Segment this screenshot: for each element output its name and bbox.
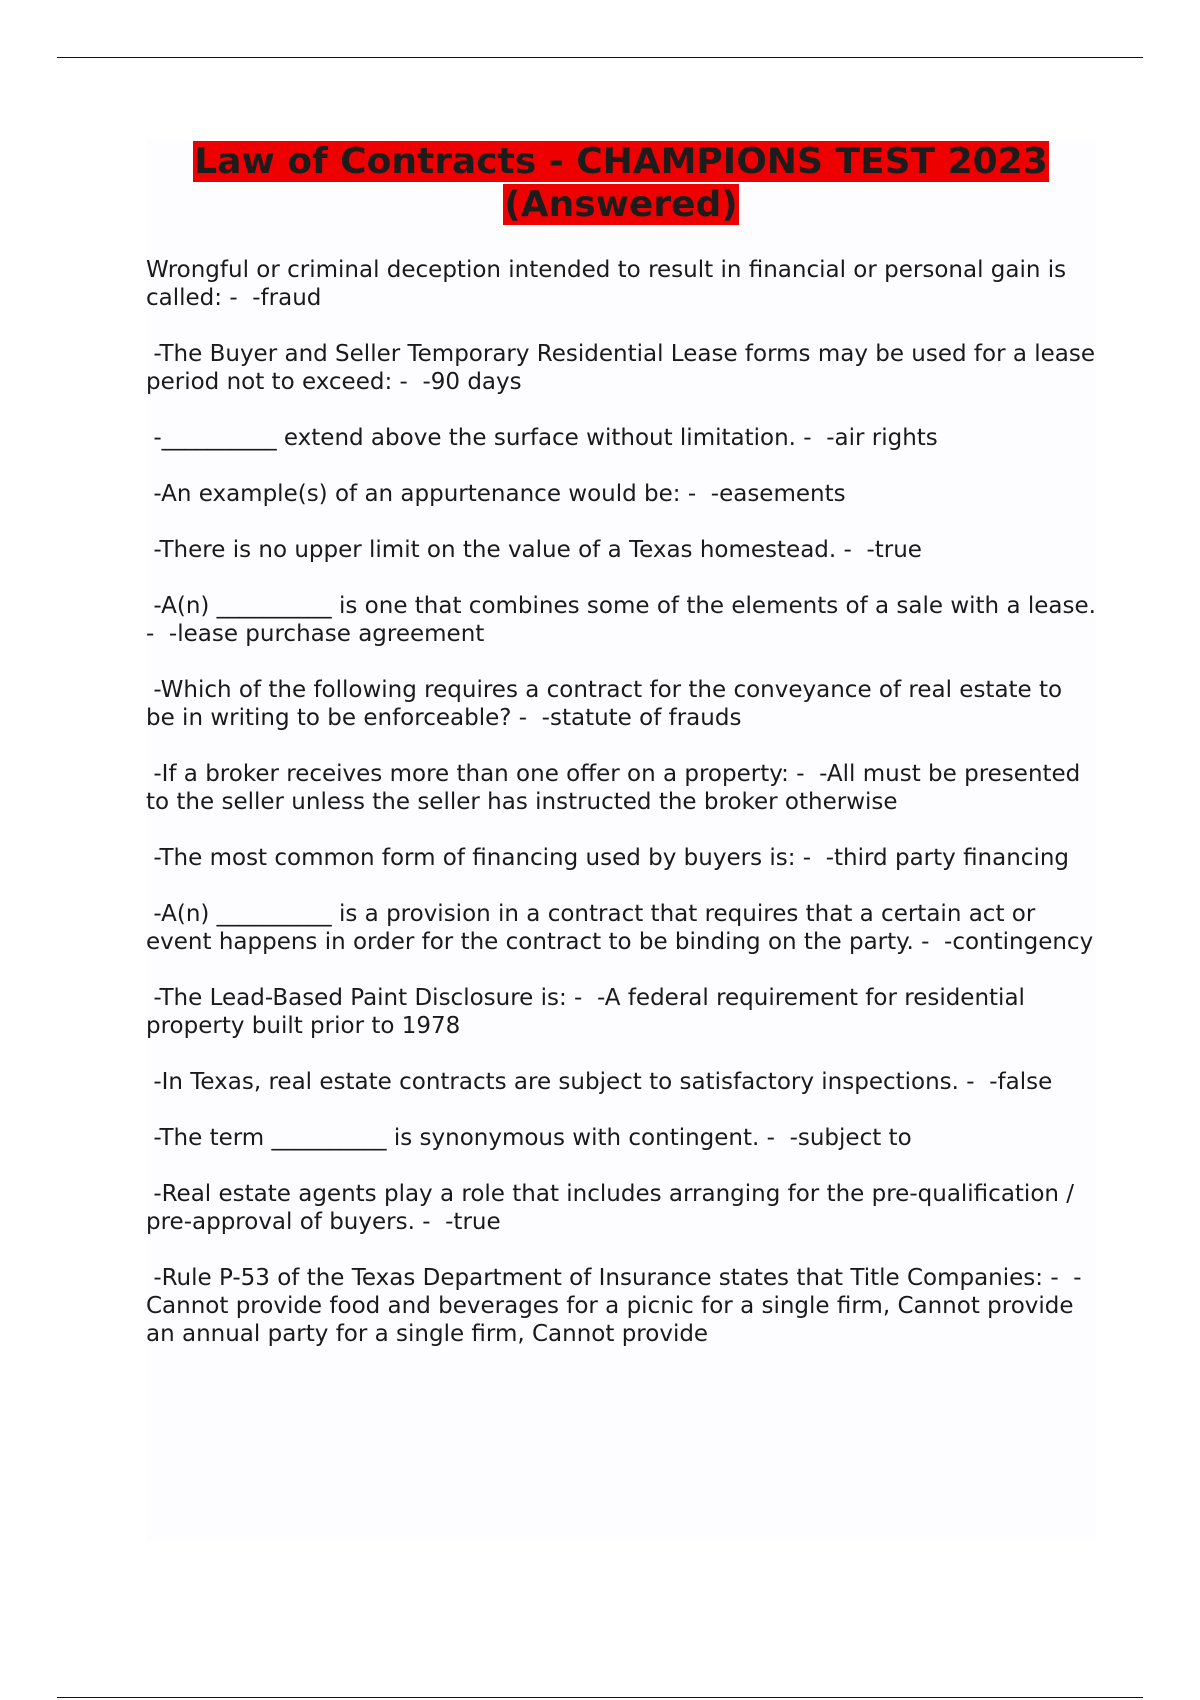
- qa-item: -If a broker receives more than one offer on a property: - -All must be presented to the seller unless the seller has instructed the broker otherwise: [146, 761, 1088, 815]
- qa-item: Wrongful or criminal deception intended to result in financial or personal gain is called: - -fraud: [146, 257, 1074, 311]
- qa-item: -__________ extend above the surface without limitation. - -air rights: [146, 425, 938, 451]
- qa-item: -A(n) __________ is a provision in a contract that requires that a certain act or event happens in order for the contract to be binding on the party. - -contingency: [146, 901, 1094, 955]
- qa-item: -The Lead-Based Paint Disclosure is: - -A federal requirement for residential property built prior to 1978: [146, 985, 1033, 1039]
- qa-item: -The Buyer and Seller Temporary Residential Lease forms may be used for a lease period not to exceed: - -90 days: [146, 341, 1103, 395]
- qa-item: -Rule P-53 of the Texas Department of Insurance states that Title Companies: - -Cannot provide food and beverages for a picnic for a single firm, Cannot provide an annual party for a single firm, Cannot provide: [146, 1265, 1082, 1347]
- qa-item: -A(n) __________ is one that combines some of the elements of a sale with a lease. - -lease purchase agreement: [146, 593, 1104, 647]
- bottom-rule: [57, 1697, 1143, 1698]
- qa-item: -The most common form of financing used by buyers is: - -third party financing: [146, 845, 1070, 871]
- qa-item: -There is no upper limit on the value of a Texas homestead. - -true: [146, 537, 922, 563]
- title-highlight: Law of Contracts - CHAMPIONS TEST 2023 (Answered): [194, 141, 1048, 225]
- qa-item: -An example(s) of an appurtenance would be: - -easements: [146, 481, 846, 507]
- top-rule: [57, 57, 1143, 58]
- qa-item: -Which of the following requires a contract for the conveyance of real estate to be in writing to be enforceable? - -statute of frauds: [146, 677, 1070, 731]
- qa-item: -In Texas, real estate contracts are subject to satisfactory inspections. - -false: [146, 1069, 1053, 1095]
- document-title: [146, 140, 1096, 226]
- qa-item: -The term __________ is synonymous with contingent. - -subject to: [146, 1125, 912, 1151]
- document-body: [146, 140, 1104, 1540]
- qa-item: -Real estate agents play a role that includes arranging for the pre-qualification / pre-approval of buyers. - -true: [146, 1181, 1082, 1235]
